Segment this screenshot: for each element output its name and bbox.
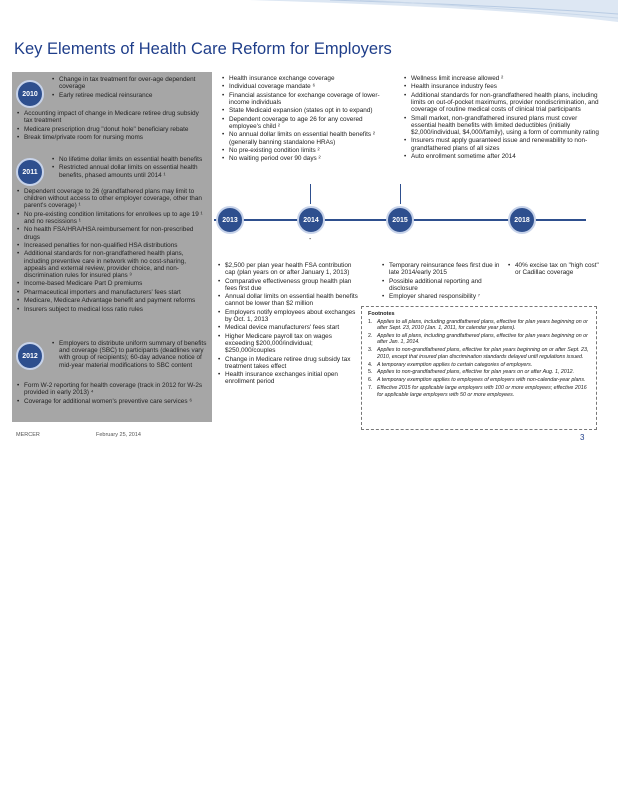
y2010-below-list — [17, 110, 209, 142]
list-item: • No health FSA/HRA/HSA reimbursement for non-prescribed drugs — [17, 226, 209, 240]
list-item: • No waiting period over 90 days ² — [222, 155, 390, 162]
y2012-side-list — [52, 340, 207, 370]
timeline-connector — [400, 184, 401, 204]
list-item: • Health insurance industry fees — [404, 83, 604, 90]
list-item: • Annual dollar limits on essential health benefits cannot be lower than $2 million — [218, 293, 358, 307]
y2011-side-list — [52, 156, 207, 180]
list-item: • No lifetime dollar limits on essential health benefits — [52, 156, 207, 163]
list-item: • Form W-2 reporting for health coverage (track in 2012 for W-2s provided in early 2013) ⁴ — [17, 382, 209, 396]
list-item: • Health insurance exchanges initial open enrollment period — [218, 371, 358, 385]
year-badge-2014: 2014 — [297, 206, 325, 234]
list-item: • Financial assistance for exchange coverage of lower-income individuals — [222, 92, 390, 106]
list-item: • 40% excise tax on "high cost" or Cadillac coverage — [508, 262, 600, 276]
list-item: • Pharmaceutical importers and manufacturers' fees start — [17, 289, 209, 296]
list-item: • Health insurance exchange coverage — [222, 75, 390, 82]
list-item: • Medical device manufacturers' fees start — [218, 324, 358, 331]
list-item: • Possible additional reporting and disclosure — [382, 278, 500, 292]
list-item: • Income-based Medicare Part D premiums — [17, 280, 209, 287]
list-item: • No pre-existing condition limitations for enrollees up to age 19 ¹ and no rescissions ¹ — [17, 211, 209, 225]
list-item: • No annual dollar limits on essential health benefits ² (generally banning standalone HRAs) — [222, 131, 390, 145]
footnote-item: 5. Applies to non-grandfathered plans, effective for plan years on or after Aug. 1, 2012. — [368, 369, 590, 375]
list-item: • Insurers subject to medical loss ratio rules — [17, 306, 209, 313]
list-item: • Insurers must apply guaranteed issue and renewability to non-grandfathered plans of all sizes — [404, 137, 604, 151]
header-swoosh — [0, 0, 618, 30]
footnote-item: 1. Applies to all plans, including grandfathered plans, effective for plan years beginning on or after Sept. 23, 2010 (Jan. 1, 2011, for calendar year plans). — [368, 319, 590, 332]
list-item: • State Medicaid expansion (states opt in to expand) — [222, 107, 390, 114]
list-item: • Change in tax treatment for over-age dependent coverage — [52, 76, 207, 90]
year-badge-2010: 2010 — [16, 80, 44, 108]
list-item: • Additional standards for non-grandfathered health plans, including limits on out-of-pocket maximums, provider nondiscrimination, and coverage of routine medical costs of clinical trial participants — [404, 92, 604, 114]
list-item: • Small market, non-grandfathered insured plans must cover essential health benefits with limited deductibles (initially $2,000/individual, $4,000/family), using a form of community rating — [404, 115, 604, 137]
timeline-connector — [310, 184, 311, 204]
list-item: • Higher Medicare payroll tax on wages exceeding $200,000/individual; $250,000/couples — [218, 333, 358, 355]
year-badge-2015: 2015 — [386, 206, 414, 234]
list-item: • Break time/private room for nursing moms — [17, 134, 209, 141]
footnote-item: 7. Effective 2015 for applicable large employers with 100 or more employees; effective 2016 for applicable large employers with 50 or more employees. — [368, 385, 590, 398]
list-item: • Wellness limit increase allowed ² — [404, 75, 604, 82]
list-item: • Temporary reinsurance fees first due in late 2014/early 2015 — [382, 262, 500, 276]
list-item: • Increased penalties for non-qualified HSA distributions — [17, 242, 209, 249]
list-item: • Additional standards for non-grandfathered health plans, including preventive care in network with no cost-sharing, appeals and external review, provider choice, and non-discrimination rules for insured plans ³ — [17, 250, 209, 279]
footer-date: February 25, 2014 — [96, 432, 141, 438]
y2010-side-list — [52, 76, 207, 100]
year-badge-2011: 2011 — [16, 158, 44, 186]
brand-logo-text: MERCER — [16, 432, 40, 438]
list-item: • Employers notify employees about exchanges by Oct. 1, 2013 — [218, 309, 358, 323]
list-item: • Individual coverage mandate ⁶ — [222, 83, 390, 90]
list-item: • Auto enrollment sometime after 2014 — [404, 153, 604, 160]
list-item: • Dependent coverage to age 26 for any covered employee's child ² — [222, 116, 390, 130]
list-item: • No pre-existing condition limits ² — [222, 147, 390, 154]
list-item: • Medicare prescription drug "donut hole" beneficiary rebate — [17, 126, 209, 133]
y2015-list — [382, 262, 500, 302]
list-item: • Early retiree medical reinsurance — [52, 92, 207, 99]
list-item: • Coverage for additional women's preventive care services ⁶ — [17, 398, 209, 405]
list-item: • Dependent coverage to 26 (grandfathered plans may limit to children without access to other employer coverage, other than parent's coverage) ¹ — [17, 188, 209, 210]
footnote-item: 3. Applies to non-grandfathered plans, effective for plan years beginning on or after Sept. 23, 2010, except that insured plan discrimination standards delayed until regulations issued. — [368, 347, 590, 360]
list-item: • Medicare, Medicare Advantage benefit and payment reforms — [17, 297, 209, 304]
footnotes-title: Footnotes — [368, 311, 395, 317]
top-column-left — [222, 75, 390, 164]
year-badge-2018: 2018 — [508, 206, 536, 234]
list-item: • $2,500 per plan year health FSA contribution cap (plan years on or after January 1, 2013) — [218, 262, 358, 276]
footnote-item: 6. A temporary exemption applies to employees of employers with non-calendar-year plans. — [368, 377, 590, 383]
list-item: • Employers to distribute uniform summary of benefits and coverage (SBC) to participants (deadlines vary with group of recipients); 60-day advance notice of mid-year material modifications to SBC content — [52, 340, 207, 369]
footnote-item: 4. A temporary exemption applies to certain categories of employers. — [368, 362, 590, 368]
timeline-dash: - — [309, 236, 312, 243]
y2018-list — [508, 262, 600, 278]
list-item: • Restricted annual dollar limits on essential health benefits, phased amounts until 2014 ¹ — [52, 164, 207, 178]
footnote-item: 2. Applies to all plans, including grandfathered plans, effective for plan years beginning on or after Jan. 1, 2014. — [368, 333, 590, 346]
page-title: Key Elements of Health Care Reform for Employers — [14, 40, 392, 58]
top-column-right — [404, 75, 604, 161]
list-item: • Accounting impact of change in Medicare retiree drug subsidy tax treatment — [17, 110, 209, 124]
footnotes-list — [368, 319, 590, 398]
y2013-list — [218, 262, 358, 387]
year-badge-2012: 2012 — [16, 342, 44, 370]
footnotes-box — [361, 306, 597, 430]
y2011-below-list — [17, 188, 209, 314]
list-item: • Comparative effectiveness group health plan fees first due — [218, 278, 358, 292]
y2012-below-list — [17, 382, 209, 406]
list-item: • Employer shared responsibility ⁷ — [382, 293, 500, 300]
year-badge-2013: 2013 — [216, 206, 244, 234]
page-number: 3 — [580, 433, 585, 442]
list-item: • Change in Medicare retiree drug subsidy tax treatment takes effect — [218, 356, 358, 370]
